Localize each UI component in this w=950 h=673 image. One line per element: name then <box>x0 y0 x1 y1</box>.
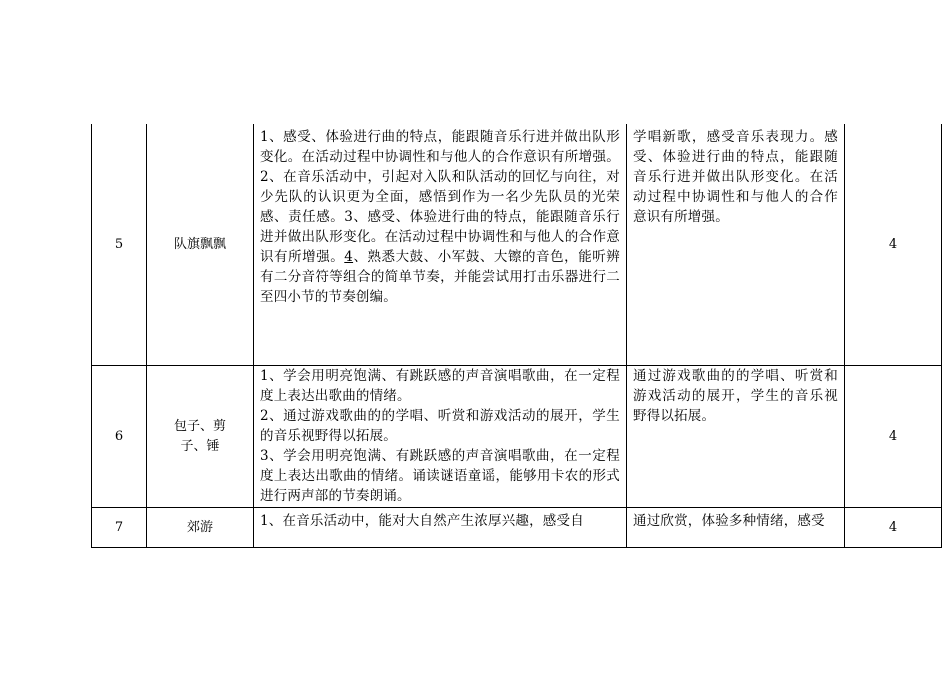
notes-text: 通过欣赏，体验多种情绪，感受 <box>633 513 825 529</box>
lesson-goals <box>254 124 627 365</box>
goals-text: 1、在音乐活动中，能对大自然产生浓厚兴趣，感受自 <box>260 513 584 529</box>
lesson-name-text: 包子、剪子、锤 <box>173 418 226 454</box>
hours-text: 4 <box>888 236 898 252</box>
lesson-name-text: 队旗飘飘 <box>173 236 226 252</box>
row-number-text: 5 <box>114 236 124 252</box>
lesson-hours <box>845 124 942 365</box>
row-number <box>91 508 147 547</box>
notes-text: 学唱新歌，感受音乐表现力。感受、体验进行曲的特点，能跟随音乐行进并做出队形变化。在活动过程中协调性和与他人的合作意识有所增强。 <box>633 129 838 225</box>
table-row <box>91 124 942 365</box>
lesson-name <box>147 366 254 507</box>
row-number <box>91 124 147 365</box>
row-number-text: 7 <box>114 519 124 535</box>
hours-text: 4 <box>888 428 898 444</box>
lesson-goals <box>254 366 627 507</box>
hours-text: 4 <box>888 519 898 535</box>
lesson-hours <box>845 508 942 547</box>
notes-text: 通过游戏歌曲的的学唱、听赏和游戏活动的展开，学生的音乐视野得以拓展。 <box>633 368 838 424</box>
lesson-goals <box>254 508 627 547</box>
goal-item: 2、通过游戏歌曲的的学唱、听赏和游戏活动的展开，学生的音乐视野得以拓展。 <box>260 408 620 444</box>
lesson-name <box>147 124 254 365</box>
lesson-notes <box>627 366 845 507</box>
goals-text <box>254 124 626 307</box>
goals-text-part: 1、感受、体验进行曲的特点，能跟随音乐行进并做出队形变化。在活动过程中协调性和与他人的合作意识有所增强。2、在音乐活动中，引起对入队和队活动的回忆与向往，对少先队的认识更为全面，感悟到作为一名少先队员的光荣感、责任感。3、感受、体验进行曲的特点，能跟随音乐行进并做出队形变化。在活动过程中协调性和与他人的合作意识有所增强。 <box>260 129 620 265</box>
lesson-notes <box>627 124 845 365</box>
lesson-name <box>147 508 254 547</box>
row-number-text: 6 <box>114 428 124 444</box>
goals-underlined-number: 4 <box>344 249 354 265</box>
goals-text-part: 、熟悉大鼓、小军鼓、大镲的音色，能听辨有二分音符等组合的简单节奏，并能尝试用打击乐器进行二至四小节的节奏创编。 <box>260 249 620 305</box>
lesson-hours <box>845 366 942 507</box>
row-number <box>91 366 147 507</box>
lesson-name-text: 郊游 <box>186 519 213 535</box>
table-bottom-border <box>91 547 942 548</box>
lesson-notes <box>627 508 845 547</box>
lesson-table <box>91 124 942 548</box>
goal-item: 1、学会用明亮饱满、有跳跃感的声音演唱歌曲，在一定程度上表达出歌曲的情绪。 <box>260 368 620 404</box>
goal-item: 3、学会用明亮饱满、有跳跃感的声音演唱歌曲，在一定程度上表达出歌曲的情绪。诵读谜语童谣，能够用卡农的形式进行两声部的节奏朗诵。 <box>260 448 620 504</box>
table-row <box>91 366 942 507</box>
goals-text <box>254 366 626 506</box>
table-row <box>91 508 942 547</box>
